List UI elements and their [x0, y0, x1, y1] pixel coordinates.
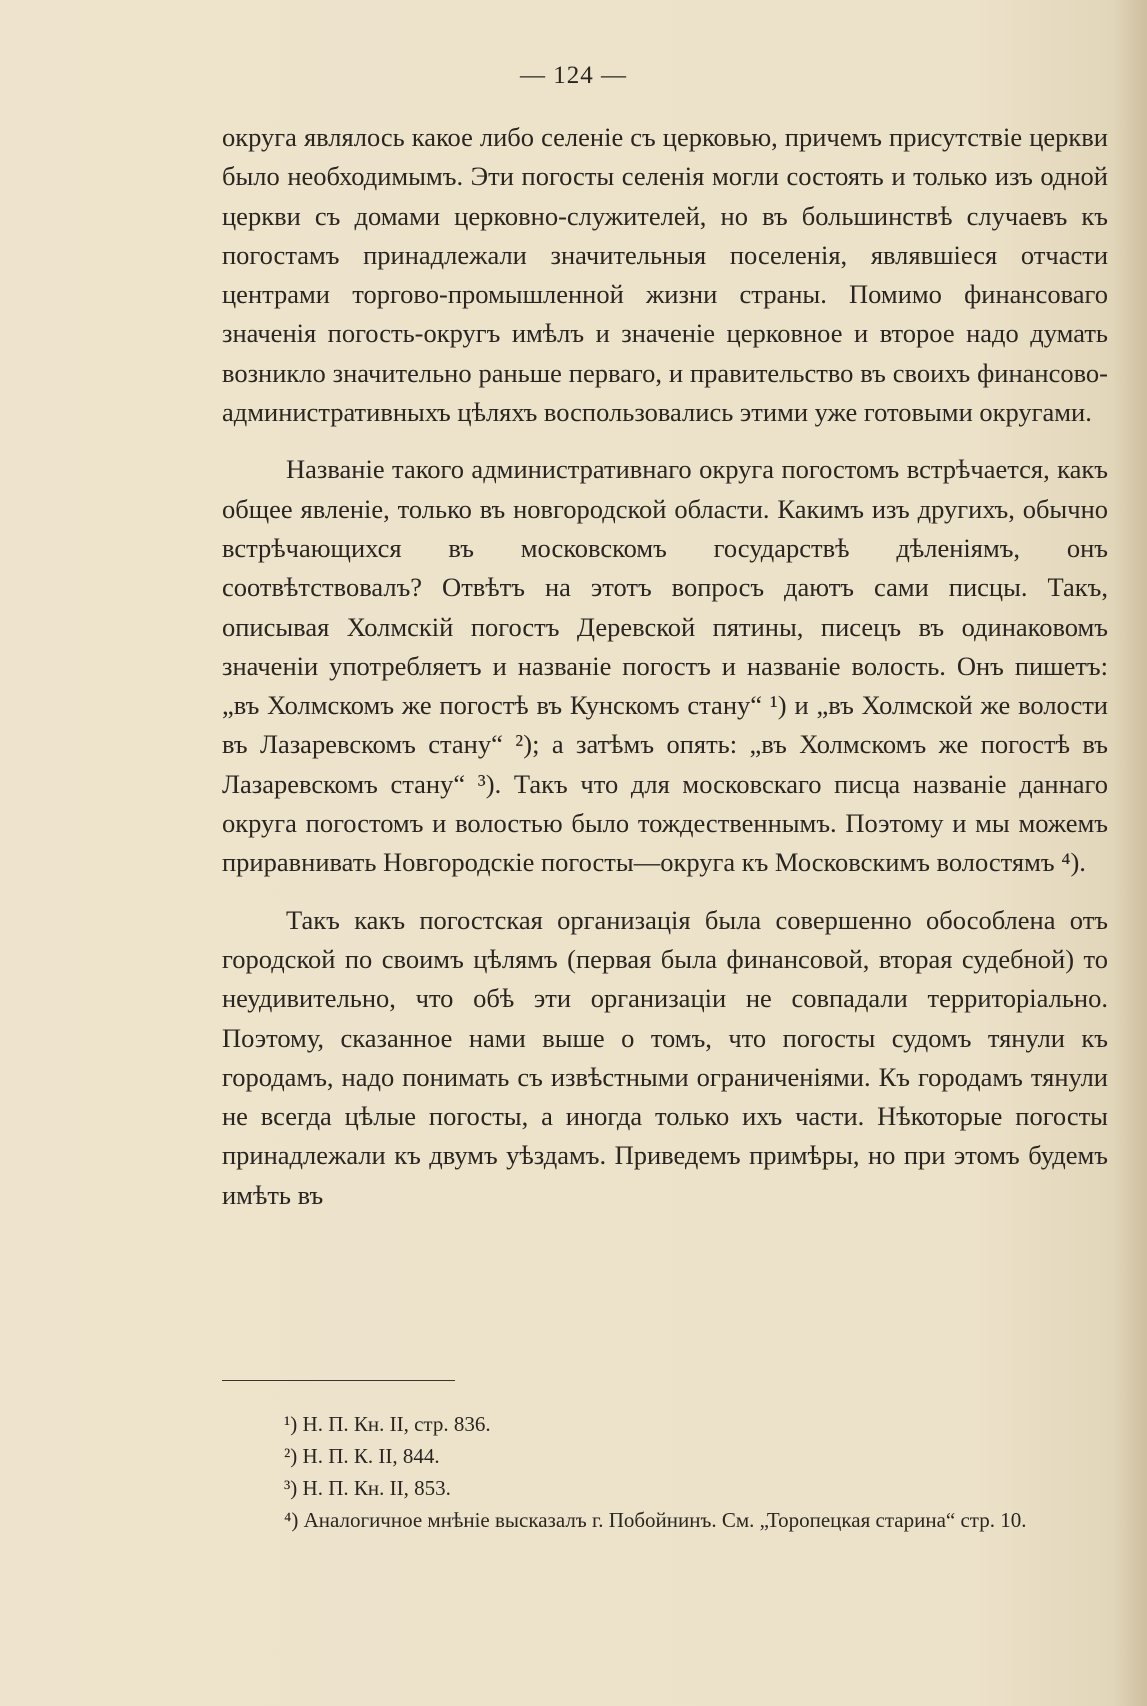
footnote-1: ¹) Н. П. Кн. II, стр. 836. [284, 1412, 491, 1436]
footnote-3: ³) Н. П. Кн. II, 853. [284, 1476, 451, 1500]
footnote-divider [222, 1380, 455, 1381]
paragraph-3: Такъ какъ погостская организація была совершенно обособлена отъ городской по своимъ цѣлямъ (первая была финансовой, вторая судебной) то неудивительно, что обѣ эти организаціи не совпадали территоріально. Поэтому, сказанное нами выше о томъ, что погосты судомъ тянули къ городамъ, надо понимать съ извѣстными ограниченіями. Къ городамъ тянули не всегда цѣлые погосты, а иногда только ихъ части. Нѣкоторые погосты принадлежали къ двумъ уѣздамъ. Приведемъ примѣры, но при этомъ будемъ имѣть въ [222, 904, 1108, 1210]
footnote-2: ²) Н. П. К. II, 844. [284, 1444, 440, 1468]
paragraph-2: Названіе такого административнаго округа погостомъ встрѣчается, какъ общее явленіе, только въ новгородской области. Какимъ изъ другихъ, обычно встрѣчающихся въ московскомъ государствѣ дѣленіямъ, онъ соотвѣтствовалъ? Отвѣтъ на этотъ вопросъ даютъ сами писцы. Такъ, описывая Холмскій погостъ Деревской пятины, писецъ въ одинаковомъ значеніи употребляетъ и названіе погостъ и названіе волость. Онъ пишетъ: „въ Холмскомъ же погостѣ въ Кунскомъ стану“ ¹) и „въ Холмской же волости въ Лазаревскомъ стану“ ²); а затѣмъ опять: „въ Холмскомъ же погостѣ въ Лазаревскомъ стану“ ³). Такъ что для московскаго писца названіе даннаго округа погостомъ и волостью было тождественнымъ. Поэтому и мы можемъ приравнивать Новгородскіе погосты—округа къ Московскимъ волостямъ ⁴). [222, 454, 1108, 878]
paragraph-1: округа являлось какое либо селеніе съ церковью, причемъ присутствіе церкви было необходимымъ. Эти погосты селенія могли состоять и только изъ одной церкви съ домами церковно-служителей, но въ большинствѣ случаевъ къ погостамъ принадлежали значительныя поселенія, являвшіеся отчасти центрами торгово-промышленной жизни страны. Помимо финансоваго значенія погость-округъ имѣлъ и значеніе церковное и второе надо думать возникло значительно раньше перваго, и правительство въ своихъ финансово-административныхъ цѣляхъ воспользовались этими уже готовыми округами. [222, 122, 1108, 428]
body-text [222, 118, 1108, 1233]
footnote-4: ⁴) Аналогичное мнѣніе высказалъ г. Побойнинъ. См. „Торопецкая старина“ стр. 10. [284, 1508, 1027, 1532]
page-number: — 124 — [520, 62, 627, 89]
footnotes [222, 1408, 1108, 1536]
